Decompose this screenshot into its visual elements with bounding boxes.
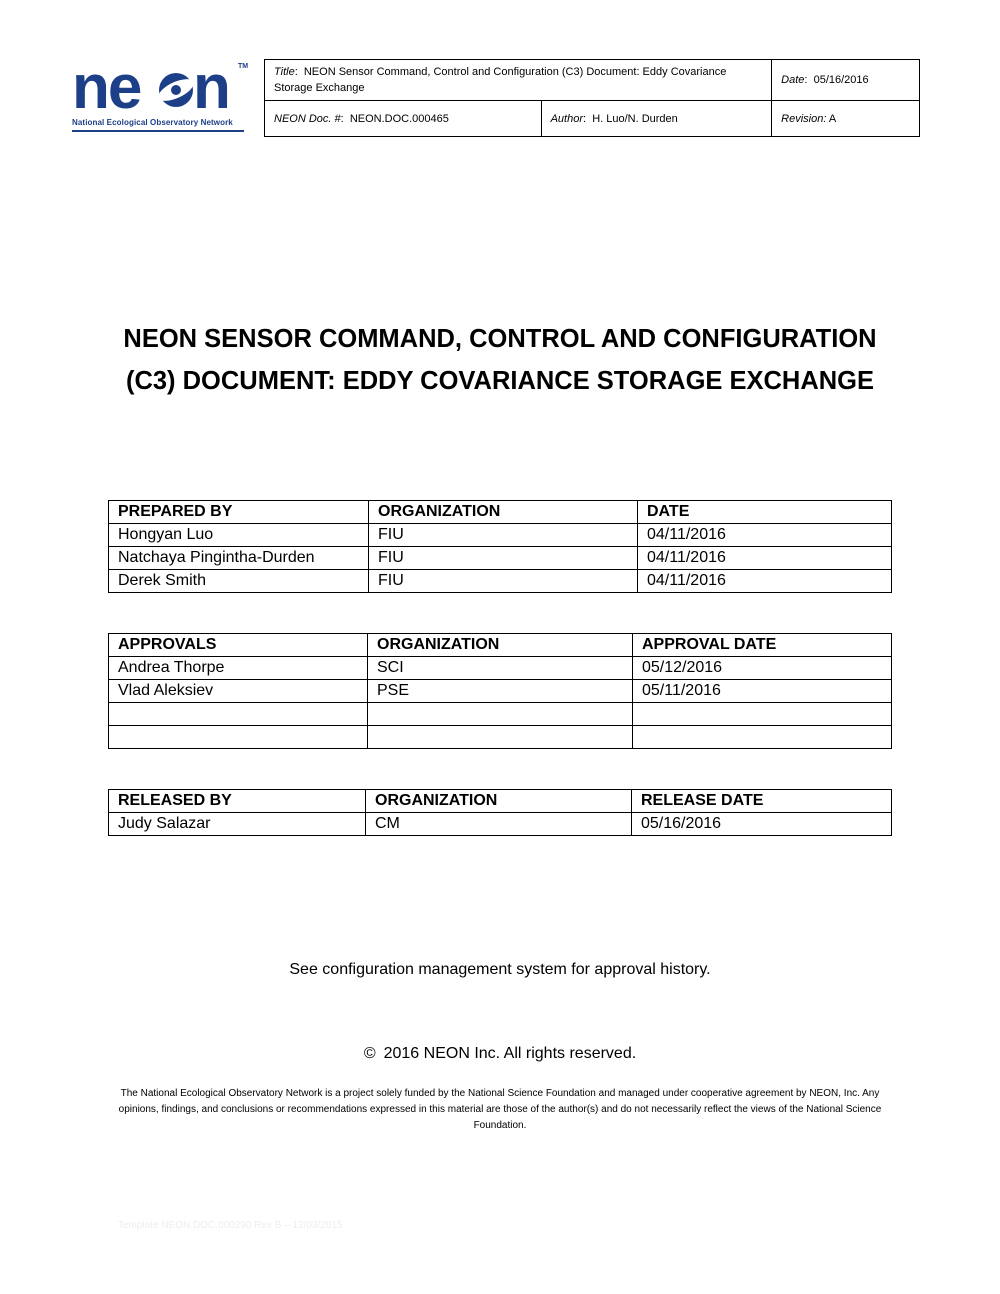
header-date-label: Date xyxy=(781,74,805,86)
title-line-2: (C3) DOCUMENT: EDDY COVARIANCE STORAGE EXCHANGE xyxy=(125,367,875,395)
table-cell: FIU xyxy=(369,547,638,570)
header-title-label: Title xyxy=(274,66,295,78)
funding-disclaimer: The National Ecological Observatory Network is a project solely funded by the National Science Foundation and managed under cooperative agreement by NEON, Inc. Any opinions, findings, and conclusions or recommendations expressed in this material are those of the author(s) and do not necessarily reflect the views of the National Science Foundation. xyxy=(118,1088,882,1131)
prepared-by-table xyxy=(108,500,892,593)
approval-history-note: See configuration management system for approval history. xyxy=(289,961,711,978)
table-cell: Natchaya Pingintha-Durden xyxy=(109,547,369,570)
table-cell: Vlad Aleksiev xyxy=(109,680,368,703)
svg-text:TM: TM xyxy=(238,63,248,70)
table-row xyxy=(109,524,892,547)
table-cell: 05/16/2016 xyxy=(632,813,892,836)
table-row xyxy=(109,680,892,703)
table-row xyxy=(109,657,892,680)
table-header-row xyxy=(109,790,892,813)
svg-text:ne: ne xyxy=(72,60,141,116)
header-author-value: H. Luo/N. Durden xyxy=(592,112,678,125)
header-doc-label: NEON Doc. # xyxy=(274,112,341,125)
header-cell: ORGANIZATION xyxy=(368,634,633,657)
header-cell: ORGANIZATION xyxy=(366,790,632,813)
logo-underline xyxy=(72,130,244,132)
svg-text:n: n xyxy=(193,60,231,116)
table-row xyxy=(109,703,892,726)
table-row xyxy=(109,547,892,570)
table-cell xyxy=(368,726,633,749)
table-cell: SCI xyxy=(368,657,633,680)
document-title xyxy=(100,318,900,402)
neon-logo xyxy=(72,60,248,132)
header-author-cell: Author: H. Luo/N. Durden xyxy=(541,101,772,137)
table-cell xyxy=(109,726,368,749)
table-cell: 04/11/2016 xyxy=(638,547,892,570)
table-header-row xyxy=(109,501,892,524)
approvals-table xyxy=(108,633,892,749)
table-cell: 04/11/2016 xyxy=(638,570,892,593)
header-cell: DATE xyxy=(638,501,892,524)
copyright-notice xyxy=(0,1045,1000,1063)
table-cell: Derek Smith xyxy=(109,570,369,593)
header-cell: ORGANIZATION xyxy=(369,501,638,524)
table-cell xyxy=(109,703,368,726)
table-cell: PSE xyxy=(368,680,633,703)
table-header-row xyxy=(109,634,892,657)
table-cell: 05/11/2016 xyxy=(633,680,892,703)
header-date-cell: Date: 05/16/2016 xyxy=(772,60,920,101)
document-header-table xyxy=(264,59,920,137)
released-by-table xyxy=(108,789,892,836)
header-cell: APPROVALS xyxy=(109,634,368,657)
table-cell: FIU xyxy=(369,570,638,593)
table-cell xyxy=(368,703,633,726)
table-cell xyxy=(633,703,892,726)
header-revision-label: Revision: xyxy=(781,112,827,125)
template-watermark: Template NEON.DOC.000290 Rev B – 12/03/2015 xyxy=(118,1220,343,1231)
table-cell: Judy Salazar xyxy=(109,813,366,836)
copyright-icon: © xyxy=(363,1045,376,1062)
header-cell: PREPARED BY xyxy=(109,501,369,524)
table-cell: FIU xyxy=(369,524,638,547)
table-cell xyxy=(633,726,892,749)
header-author-label: Author xyxy=(550,112,584,125)
header-revision-cell xyxy=(772,101,920,137)
logo-subtitle: National Ecological Observatory Network xyxy=(72,118,233,127)
header-doc-value: NEON.DOC.000465 xyxy=(349,112,449,125)
header-cell: RELEASED BY xyxy=(109,790,366,813)
table-cell: 05/12/2016 xyxy=(633,657,892,680)
header-cell: APPROVAL DATE xyxy=(633,634,892,657)
table-cell: Hongyan Luo xyxy=(109,524,369,547)
table-row xyxy=(109,726,892,749)
copyright-text: 2016 NEON Inc. All rights reserved. xyxy=(383,1045,637,1062)
header-revision-value: A xyxy=(828,112,837,125)
title-line-1: NEON SENSOR COMMAND, CONTROL AND CONFIGURATION xyxy=(123,325,877,353)
header-title-value: NEON Sensor Command, Control and Configuration (C3) Document: Eddy Covariance Storage Exchange xyxy=(274,66,727,94)
table-cell: Andrea Thorpe xyxy=(109,657,368,680)
table-row xyxy=(109,813,892,836)
header-title-cell: Title: NEON Sensor Command, Control and Configuration (C3) Document: Eddy Covariance Storage Exchange xyxy=(265,60,772,101)
neon-logo-icon xyxy=(72,60,248,116)
header-doc-cell: NEON Doc. #: NEON.DOC.000465 xyxy=(265,101,542,137)
table-cell: 04/11/2016 xyxy=(638,524,892,547)
table-row xyxy=(109,570,892,593)
table-cell: CM xyxy=(366,813,632,836)
header-cell: RELEASE DATE xyxy=(632,790,892,813)
header-date-value: 05/16/2016 xyxy=(813,74,869,86)
